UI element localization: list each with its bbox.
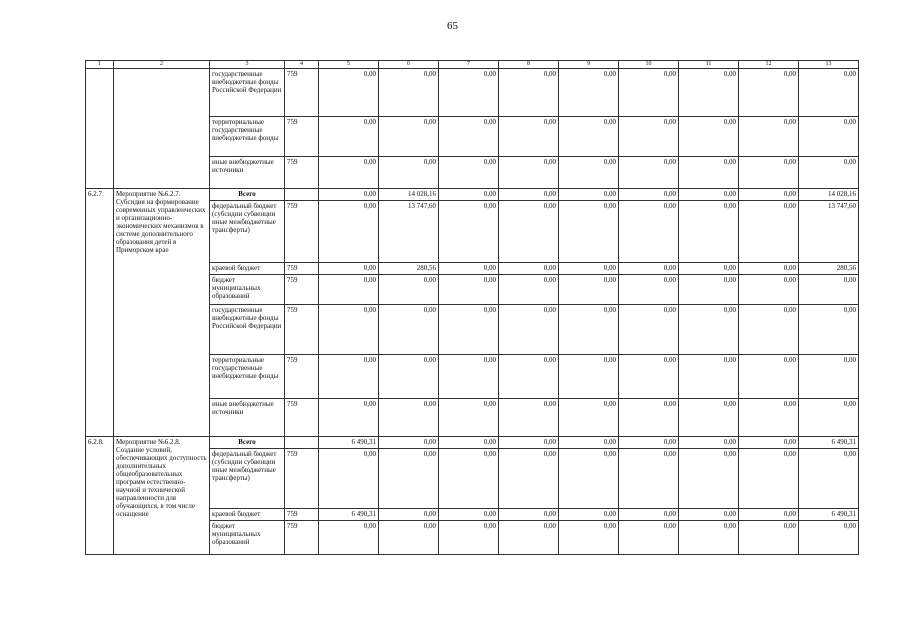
amount-col-9: 0,00 bbox=[559, 509, 619, 521]
amount-col-6: 0,00 bbox=[379, 69, 439, 117]
amount-col-9: 0,00 bbox=[559, 69, 619, 117]
amount-col-12: 0,00 bbox=[739, 201, 799, 263]
amount-col-13: 0,00 bbox=[799, 157, 859, 189]
amount-col-5: 0,00 bbox=[319, 355, 379, 399]
amount-col-10: 0,00 bbox=[619, 449, 679, 509]
amount-col-13: 280,56 bbox=[799, 263, 859, 275]
amount-col-9: 0,00 bbox=[559, 355, 619, 399]
amount-col-6: 0,00 bbox=[379, 399, 439, 437]
column-number-8: 8 bbox=[499, 61, 559, 69]
table-body bbox=[86, 69, 859, 555]
amount-col-6: 0,00 bbox=[379, 521, 439, 555]
amount-col-7: 0,00 bbox=[439, 189, 499, 201]
amount-col-12: 0,00 bbox=[739, 117, 799, 157]
amount-col-5: 0,00 bbox=[319, 117, 379, 157]
column-number-10: 10 bbox=[619, 61, 679, 69]
funding-source: федеральный бюджет (субсидии субвенции иные межбюджетные трансферты) bbox=[210, 449, 285, 509]
amount-col-12: 0,00 bbox=[739, 399, 799, 437]
amount-col-8: 0,00 bbox=[499, 355, 559, 399]
amount-col-8: 0,00 bbox=[499, 201, 559, 263]
amount-col-11: 0,00 bbox=[679, 69, 739, 117]
amount-col-10: 0,00 bbox=[619, 399, 679, 437]
amount-col-7: 0,00 bbox=[439, 449, 499, 509]
amount-col-11: 0,00 bbox=[679, 449, 739, 509]
budget-code: 759 bbox=[285, 157, 319, 189]
amount-col-10: 0,00 bbox=[619, 355, 679, 399]
amount-col-12: 0,00 bbox=[739, 509, 799, 521]
amount-col-11: 0,00 bbox=[679, 201, 739, 263]
amount-col-6: 0,00 bbox=[379, 117, 439, 157]
column-number-3: 3 bbox=[210, 61, 285, 69]
amount-col-6: 0,00 bbox=[379, 449, 439, 509]
amount-col-6: 280,56 bbox=[379, 263, 439, 275]
amount-col-12: 0,00 bbox=[739, 521, 799, 555]
item-number bbox=[86, 69, 114, 189]
table-row bbox=[86, 437, 859, 449]
amount-col-10: 0,00 bbox=[619, 521, 679, 555]
amount-col-10: 0,00 bbox=[619, 69, 679, 117]
amount-col-10: 0,00 bbox=[619, 275, 679, 305]
amount-col-13: 0,00 bbox=[799, 69, 859, 117]
amount-col-9: 0,00 bbox=[559, 399, 619, 437]
amount-col-13: 0,00 bbox=[799, 355, 859, 399]
column-number-4: 4 bbox=[285, 61, 319, 69]
column-number-13: 13 bbox=[799, 61, 859, 69]
amount-col-5: 0,00 bbox=[319, 305, 379, 355]
amount-col-7: 0,00 bbox=[439, 117, 499, 157]
funding-source: бюджет муниципальных образований bbox=[210, 521, 285, 555]
amount-col-8: 0,00 bbox=[499, 69, 559, 117]
amount-col-10: 0,00 bbox=[619, 437, 679, 449]
budget-code: 759 bbox=[285, 117, 319, 157]
amount-col-9: 0,00 bbox=[559, 157, 619, 189]
amount-col-12: 0,00 bbox=[739, 305, 799, 355]
amount-col-11: 0,00 bbox=[679, 521, 739, 555]
amount-col-8: 0,00 bbox=[499, 399, 559, 437]
amount-col-11: 0,00 bbox=[679, 189, 739, 201]
measure-name: Мероприятие №6.2.8. Создание условий, обеспечивающих доступность дополнительных общеобразовательных программ естественно-научной и технической направленности для обучающихся, в том числе оснащение bbox=[114, 437, 210, 555]
amount-col-10: 0,00 bbox=[619, 189, 679, 201]
table-row bbox=[86, 69, 859, 117]
amount-col-9: 0,00 bbox=[559, 189, 619, 201]
funding-source: территориальные государственные внебюджетные фонды bbox=[210, 117, 285, 157]
amount-col-7: 0,00 bbox=[439, 509, 499, 521]
amount-col-9: 0,00 bbox=[559, 449, 619, 509]
amount-col-12: 0,00 bbox=[739, 69, 799, 117]
measure-name: Мероприятие №6.2.7. Субсидия на формирование современных управленческих и организационно-экономических механизмов в системе дополнительного образования детей в Приморском крае bbox=[114, 189, 210, 437]
amount-col-5: 0,00 bbox=[319, 449, 379, 509]
amount-col-8: 0,00 bbox=[499, 117, 559, 157]
funding-source: Всего bbox=[210, 189, 285, 201]
funding-source: иные внебюджетные источники bbox=[210, 399, 285, 437]
amount-col-5: 6 490,31 bbox=[319, 437, 379, 449]
amount-col-12: 0,00 bbox=[739, 437, 799, 449]
amount-col-12: 0,00 bbox=[739, 189, 799, 201]
amount-col-11: 0,00 bbox=[679, 437, 739, 449]
amount-col-11: 0,00 bbox=[679, 117, 739, 157]
amount-col-9: 0,00 bbox=[559, 117, 619, 157]
budget-code: 759 bbox=[285, 399, 319, 437]
amount-col-12: 0,00 bbox=[739, 355, 799, 399]
amount-col-7: 0,00 bbox=[439, 355, 499, 399]
amount-col-9: 0,00 bbox=[559, 305, 619, 355]
amount-col-5: 0,00 bbox=[319, 521, 379, 555]
amount-col-6: 0,00 bbox=[379, 275, 439, 305]
funding-source: государственные внебюджетные фонды Российской Федерации bbox=[210, 305, 285, 355]
amount-col-13: 0,00 bbox=[799, 449, 859, 509]
amount-col-8: 0,00 bbox=[499, 157, 559, 189]
funding-source: бюджет муниципальных образований bbox=[210, 275, 285, 305]
column-number-5: 5 bbox=[319, 61, 379, 69]
amount-col-6: 0,00 bbox=[379, 437, 439, 449]
amount-col-12: 0,00 bbox=[739, 275, 799, 305]
amount-col-11: 0,00 bbox=[679, 275, 739, 305]
amount-col-10: 0,00 bbox=[619, 117, 679, 157]
amount-col-9: 0,00 bbox=[559, 275, 619, 305]
amount-col-11: 0,00 bbox=[679, 509, 739, 521]
amount-col-10: 0,00 bbox=[619, 157, 679, 189]
table-row bbox=[86, 189, 859, 201]
amount-col-13: 0,00 bbox=[799, 521, 859, 555]
amount-col-5: 0,00 bbox=[319, 189, 379, 201]
item-number: 6.2.7. bbox=[86, 189, 114, 437]
amount-col-6: 0,00 bbox=[379, 509, 439, 521]
amount-col-11: 0,00 bbox=[679, 355, 739, 399]
amount-col-7: 0,00 bbox=[439, 399, 499, 437]
amount-col-7: 0,00 bbox=[439, 157, 499, 189]
amount-col-9: 0,00 bbox=[559, 263, 619, 275]
amount-col-8: 0,00 bbox=[499, 275, 559, 305]
column-number-row bbox=[86, 61, 859, 69]
amount-col-6: 0,00 bbox=[379, 157, 439, 189]
amount-col-13: 6 490,31 bbox=[799, 509, 859, 521]
amount-col-12: 0,00 bbox=[739, 263, 799, 275]
amount-col-13: 13 747,60 bbox=[799, 201, 859, 263]
column-number-9: 9 bbox=[559, 61, 619, 69]
budget-code bbox=[285, 437, 319, 449]
amount-col-10: 0,00 bbox=[619, 305, 679, 355]
amount-col-7: 0,00 bbox=[439, 437, 499, 449]
amount-col-7: 0,00 bbox=[439, 521, 499, 555]
amount-col-10: 0,00 bbox=[619, 201, 679, 263]
amount-col-13: 0,00 bbox=[799, 275, 859, 305]
funding-source: Всего bbox=[210, 437, 285, 449]
budget-code: 759 bbox=[285, 509, 319, 521]
item-number: 6.2.8. bbox=[86, 437, 114, 555]
column-number-12: 12 bbox=[739, 61, 799, 69]
funding-source: краевой бюджет bbox=[210, 263, 285, 275]
amount-col-13: 0,00 bbox=[799, 117, 859, 157]
amount-col-8: 0,00 bbox=[499, 189, 559, 201]
amount-col-8: 0,00 bbox=[499, 305, 559, 355]
amount-col-13: 6 490,31 bbox=[799, 437, 859, 449]
amount-col-8: 0,00 bbox=[499, 449, 559, 509]
funding-source: территориальные государственные внебюджетные фонды bbox=[210, 355, 285, 399]
amount-col-10: 0,00 bbox=[619, 509, 679, 521]
amount-col-6: 0,00 bbox=[379, 305, 439, 355]
amount-col-5: 0,00 bbox=[319, 263, 379, 275]
amount-col-9: 0,00 bbox=[559, 201, 619, 263]
funding-source: государственные внебюджетные фонды Российской Федерации bbox=[210, 69, 285, 117]
amount-col-12: 0,00 bbox=[739, 449, 799, 509]
amount-col-13: 14 028,16 bbox=[799, 189, 859, 201]
amount-col-13: 0,00 bbox=[799, 399, 859, 437]
amount-col-7: 0,00 bbox=[439, 275, 499, 305]
budget-code: 759 bbox=[285, 305, 319, 355]
column-number-1: 1 bbox=[86, 61, 114, 69]
amount-col-9: 0,00 bbox=[559, 437, 619, 449]
page-number: 65 bbox=[447, 20, 458, 32]
amount-col-9: 0,00 bbox=[559, 521, 619, 555]
amount-col-11: 0,00 bbox=[679, 399, 739, 437]
amount-col-8: 0,00 bbox=[499, 263, 559, 275]
amount-col-11: 0,00 bbox=[679, 263, 739, 275]
column-number-11: 11 bbox=[679, 61, 739, 69]
column-number-6: 6 bbox=[379, 61, 439, 69]
amount-col-8: 0,00 bbox=[499, 437, 559, 449]
budget-code bbox=[285, 189, 319, 201]
amount-col-8: 0,00 bbox=[499, 521, 559, 555]
funding-source: федеральный бюджет (субсидии субвенции иные межбюджетные трансферты) bbox=[210, 201, 285, 263]
amount-col-5: 0,00 bbox=[319, 399, 379, 437]
amount-col-5: 6 490,31 bbox=[319, 509, 379, 521]
amount-col-6: 14 028,16 bbox=[379, 189, 439, 201]
amount-col-5: 0,00 bbox=[319, 201, 379, 263]
amount-col-8: 0,00 bbox=[499, 509, 559, 521]
budget-code: 759 bbox=[285, 355, 319, 399]
amount-col-7: 0,00 bbox=[439, 263, 499, 275]
amount-col-6: 0,00 bbox=[379, 355, 439, 399]
budget-code: 759 bbox=[285, 201, 319, 263]
budget-code: 759 bbox=[285, 275, 319, 305]
amount-col-12: 0,00 bbox=[739, 157, 799, 189]
amount-col-7: 0,00 bbox=[439, 305, 499, 355]
column-number-2: 2 bbox=[114, 61, 210, 69]
amount-col-10: 0,00 bbox=[619, 263, 679, 275]
funding-source: иные внебюджетные источники bbox=[210, 157, 285, 189]
amount-col-5: 0,00 bbox=[319, 157, 379, 189]
column-number-7: 7 bbox=[439, 61, 499, 69]
measure-name bbox=[114, 69, 210, 189]
amount-col-13: 0,00 bbox=[799, 305, 859, 355]
amount-col-7: 0,00 bbox=[439, 201, 499, 263]
amount-col-11: 0,00 bbox=[679, 157, 739, 189]
budget-code: 759 bbox=[285, 521, 319, 555]
budget-code: 759 bbox=[285, 263, 319, 275]
amount-col-5: 0,00 bbox=[319, 275, 379, 305]
budget-code: 759 bbox=[285, 69, 319, 117]
budget-code: 759 bbox=[285, 449, 319, 509]
amount-col-6: 13 747,60 bbox=[379, 201, 439, 263]
amount-col-7: 0,00 bbox=[439, 69, 499, 117]
amount-col-11: 0,00 bbox=[679, 305, 739, 355]
budget-table bbox=[85, 60, 859, 555]
funding-source: краевой бюджет bbox=[210, 509, 285, 521]
amount-col-5: 0,00 bbox=[319, 69, 379, 117]
